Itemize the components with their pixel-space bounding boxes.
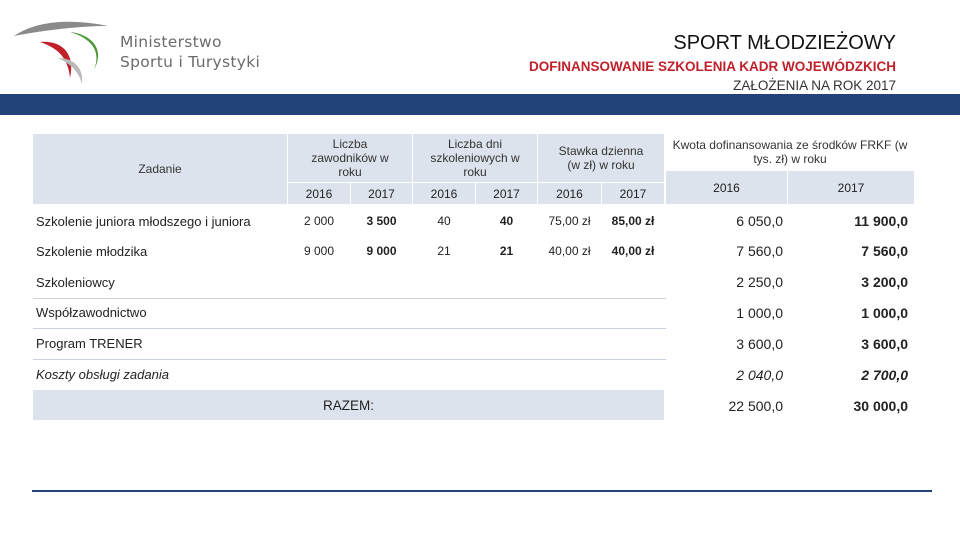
row1-players-2016: 2 000 [303, 214, 335, 228]
footer-divider [32, 490, 932, 492]
year-players-2016: 2016 [288, 183, 350, 204]
row1-days-2016: 40 [437, 214, 451, 228]
row1-amount-2016: 6 050,0 [736, 213, 783, 229]
row1-amount-2017: 11 900,0 [854, 213, 908, 229]
ministry-name-line1: Ministerstwo [120, 33, 222, 51]
total-2016: 22 500,0 [728, 398, 783, 414]
row1-rate-2017: 85,00 zł [611, 214, 655, 228]
row3-amount-2016: 2 250,0 [736, 274, 783, 290]
row4-amount-2017: 1 000,0 [861, 305, 908, 321]
page-subtitle-year: ZAŁOŻENIA NA ROK 2017 [733, 78, 896, 93]
total-row: RAZEM: [33, 390, 664, 420]
year-amount-2017: 2017 [788, 171, 914, 204]
row-divider [33, 328, 666, 329]
ministry-name [120, 32, 260, 72]
header-task: Zadanie [33, 134, 287, 204]
row1-days-2017: 40 [499, 214, 514, 228]
row-label-competition: Współzawodnictwo [36, 305, 147, 320]
year-rate-2017: 2017 [602, 183, 664, 204]
row2-players-2016: 9 000 [303, 244, 335, 258]
row-label-trener-program: Program TRENER [36, 336, 143, 351]
year-rate-2016: 2016 [538, 183, 601, 204]
header-band [0, 94, 960, 115]
row-label-youth: Szkolenie młodzika [36, 244, 148, 259]
row2-players-2017: 9 000 [366, 244, 397, 258]
header-amount: Kwota dofinansowania ze środków FRKF (w tys. zł) w roku [672, 138, 908, 166]
year-days-2016: 2016 [413, 183, 475, 204]
row5-amount-2016: 3 600,0 [736, 336, 783, 352]
header-rate: Stawka dzienna (w zł) w roku [538, 134, 664, 182]
page-subtitle: DOFINANSOWANIE SZKOLENIA KADR WOJEWÓDZKICH [529, 59, 896, 74]
year-players-2017: 2017 [351, 183, 412, 204]
row1-rate-2016: 75,00 zł [548, 214, 591, 228]
row-divider [33, 359, 666, 360]
page-title: SPORT MŁODZIEŻOWY [673, 32, 896, 54]
header-days: Liczba dni szkoleniowych w roku [413, 134, 537, 182]
total-2017: 30 000,0 [853, 398, 908, 414]
row-divider [33, 298, 666, 299]
ministry-logo [10, 18, 270, 88]
row-label-coaches: Szkoleniowcy [36, 275, 115, 290]
row5-amount-2017: 3 600,0 [861, 336, 908, 352]
row4-amount-2016: 1 000,0 [736, 305, 783, 321]
row2-rate-2016: 40,00 zł [548, 244, 591, 258]
year-days-2017: 2017 [476, 183, 537, 204]
row2-rate-2017: 40,00 zł [611, 244, 655, 258]
row-label-junior: Szkolenie juniora młodszego i juniora [36, 214, 251, 229]
row3-amount-2017: 3 200,0 [861, 274, 908, 290]
row6-amount-2017: 2 700,0 [861, 367, 908, 383]
row-label-handling-costs: Koszty obsługi zadania [36, 367, 169, 382]
ministry-name-line2: Sportu i Turystyki [120, 53, 261, 71]
ministry-emblem-icon [10, 18, 115, 88]
header-players: Liczba zawodników w roku [288, 134, 412, 182]
year-amount-2016: 2016 [666, 171, 787, 204]
row2-days-2016: 21 [437, 244, 451, 258]
row2-days-2017: 21 [499, 244, 514, 258]
row2-amount-2016: 7 560,0 [736, 243, 783, 259]
row2-amount-2017: 7 560,0 [861, 243, 908, 259]
row1-players-2017: 3 500 [366, 214, 397, 228]
row6-amount-2016: 2 040,0 [736, 367, 783, 383]
